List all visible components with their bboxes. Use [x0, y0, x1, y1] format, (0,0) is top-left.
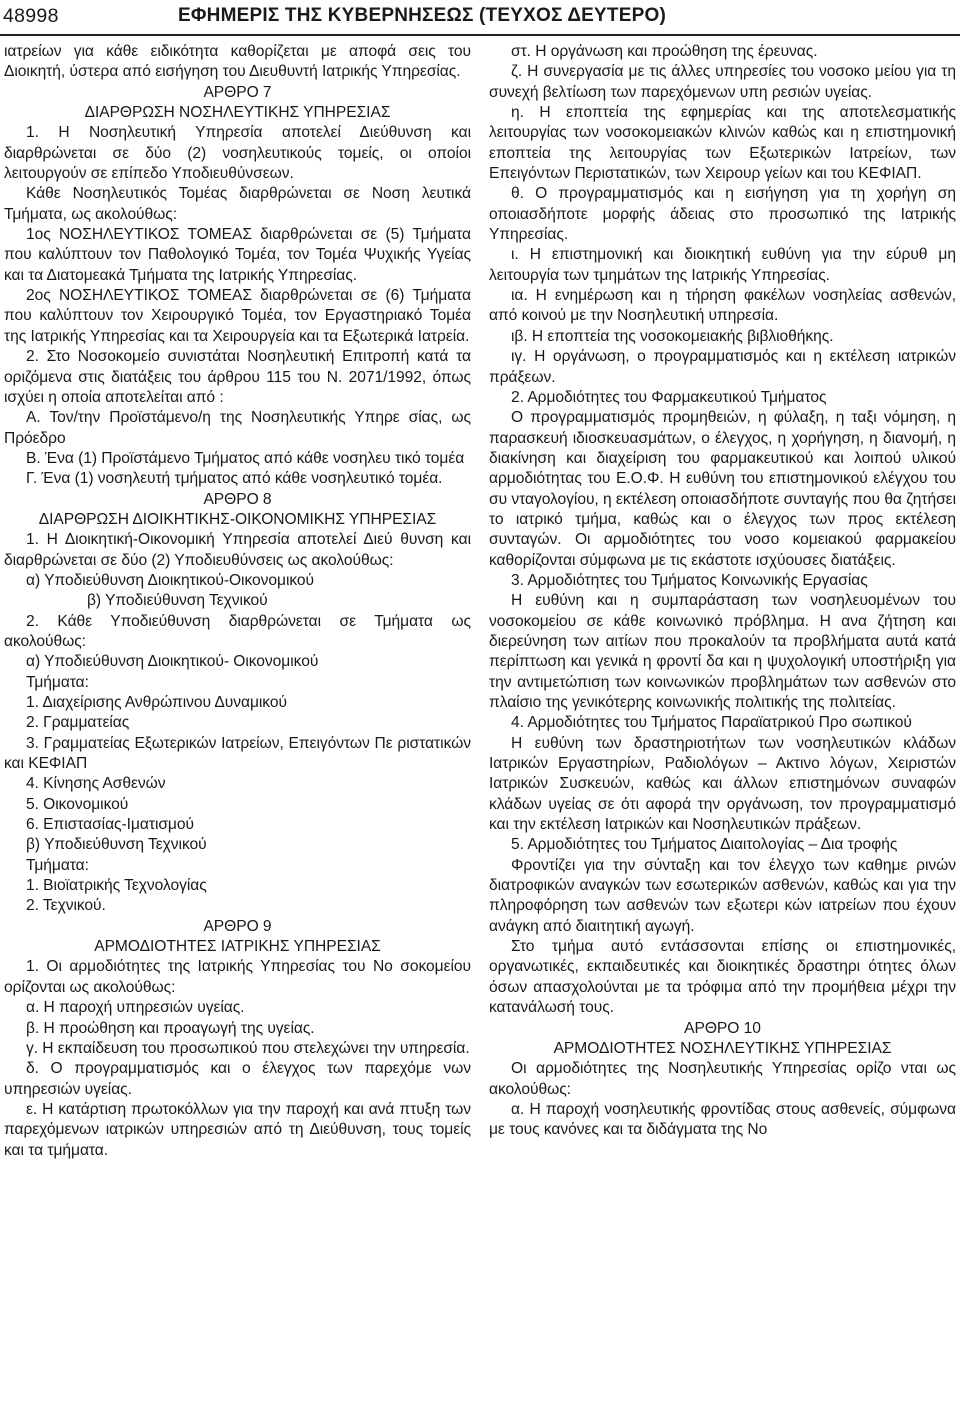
paragraph: 1. Η Νοσηλευτική Υπηρεσία αποτελεί Διεύθυνση και διαρθρώνεται σε δύο (2) νοσηλευτικούς τομείς, οι οποίοι λειτουργούν σε επίπεδο Υποδιευθύνσεων. [4, 124, 471, 183]
paragraph: δ. Ο προγραμματισμός και ο έλεγχος των παρεχόμε νων υπηρεσιών υγείας. [4, 1060, 471, 1098]
paragraph: α) Υποδιεύθυνση Διοικητικού-Οικονομικού [26, 571, 315, 589]
paragraph: ιγ. Η οργάνωση, ο προγραμματισμός και η εκτέλεση ιατρικών πράξεων. [489, 348, 956, 386]
article-heading: ΑΡΜΟΔΙΟΤΗΤΕΣ ΝΟΣΗΛΕΥΤΙΚΗΣ ΥΠΗΡΕΣΙΑΣ [553, 1039, 892, 1057]
paragraph: 1. Η Διοικητική-Οικονομική Υπηρεσία αποτελεί Διεύ θυνση και διαρθρώνεται σε δύο (2) Υποδιευθύνσεις ως ακολούθως: [4, 531, 471, 569]
paragraph: 2. Κάθε Υποδιεύθυνση διαρθρώνεται σε Τμήματα ως ακολούθως: [4, 612, 471, 650]
paragraph: ιβ. Η εποπτεία της νοσοκομειακής βιβλιοθήκης. [511, 327, 834, 345]
page-header [0, 0, 960, 32]
paragraph: α. Η παροχή νοσηλευτικής φροντίδας στους ασθενείς, σύμφωνα με τους κανόνες και τα διδάγματα της Νο [489, 1100, 956, 1139]
paragraph: ζ. Η συνεργασία με τις άλλες υπηρεσίες του νοσοκο μείου για τη συνεχή βελτίωση των παρεχόμενων υπη ρεσιών υγείας. [489, 63, 956, 101]
paragraph: 2. Τεχνικού. [26, 897, 106, 915]
paragraph: Στο τμήμα αυτό εντάσσονται επίσης οι επιστημονικές, οργανωτικές, εκπαιδευτικές και διοικητικές δραστηρι ότητες όλων όσων απασχολούνται με τα τρόφιμα από την προμήθεια μέχρι την κατανάλωσή τους. [489, 938, 956, 1017]
paragraph: η. Η εποπτεία της εφημερίας και της αποτελεσματικής λειτουργίας των νοσοκομειακών κλινών καθώς και η επιστημονική εποπτεία της λειτουργίας των Εξωτερικών Ιατρείων, των Επειγόντων Περιστατικών, των Χειρουρ γείων και του ΚΕΦΙΑΠ. [489, 104, 956, 183]
paragraph: 2. Στο Νοσοκομείο συνιστάται Νοσηλευτική Επιτροπή κατά τα οριζόμενα στις διατάξεις του άρθρου 115 του Ν. 2071/1992, όπως ισχύει η οποία αποτελείται από : [4, 348, 471, 406]
paragraph: Ο προγραμματισμός προμηθειών, η φύλαξη, η ταξι νόμηση, η παρασκευή ιδιοσκευασμάτων, ο έλεγχος, η χορήγηση, η διανομή, η διακίνηση και διαχείριση του φαρμακευτικού και λοιπού υλικού αρμοδιότητας του Ε.Ο.Φ. Η ευθύνη του επιστημονικού ελέγχου του συ νταγολογίου, η εκτέλεση οποιασδήποτε συνταγής που θα ζητήσει το ιατρικό τμήμα, καθώς και ο έλεγχος των προς εκτέλεση συνταγών. Οι αρμοδιότητες του νοσο κομειακού φαρμακείου καθορίζονται σύμφωνα με τις εκάστοτε ισχύουσες διατάξεις. [489, 409, 956, 569]
paragraph: Οι αρμοδιότητες της Νοσηλευτικής Υπηρεσίας ορίζο νται ως ακολούθως: [489, 1060, 956, 1098]
page-number: 48998 [3, 4, 59, 27]
paragraph: 4. Αρμοδιότητες του Τμήματος Παραϊατρικού Προ σωπικού [511, 714, 912, 732]
paragraph: θ. Ο προγραμματισμός και η εισήγηση για τη χορήγη ση οποιασδήποτε μορφής άδειας στο προσωπικό της Ιατρικής Υπηρεσίας. [489, 185, 956, 244]
paragraph: α) Υποδιεύθυνση Διοικητικού- Οικονομικού [26, 653, 319, 671]
paragraph: α. Η παροχή υπηρεσιών υγείας. [26, 999, 245, 1017]
paragraph: β) Υποδιεύθυνση Τεχνικού [26, 836, 207, 854]
article-heading: ΑΡΘΡΟ 7 [203, 83, 272, 101]
left-column [4, 42, 471, 1161]
paragraph: ια. Η ενημέρωση και η τήρηση φακέλων νοσηλείας ασθενών, από κοινού με την Νοσηλευτική υπηρεσία. [489, 287, 956, 325]
paragraph: 3. Γραμματείας Εξωτερικών Ιατρείων, Επειγόντων Πε ριστατικών και ΚΕΦΙΑΠ [4, 734, 471, 773]
paragraph: 2. Γραμματείας [26, 714, 130, 732]
paragraph: Κάθε Νοσηλευτικός Τομέας διαρθρώνεται σε Νοση λευτικά Τμήματα, ως ακολούθως: [4, 185, 471, 223]
header-rule [0, 34, 960, 36]
paragraph: Τμήματα: [26, 673, 89, 691]
paragraph: Φροντίζει για την σύνταξη και τον έλεγχο των καθημε ρινών διατροφικών αναγκών των εσωτερικών ασθενών, καθώς και για την πληροφόρηση των ασθενών των εξωτερι κών ιατρείων που έχουν ανάγκη από διαιτητική αγωγή. [489, 856, 956, 935]
paragraph: 4. Κίνησης Ασθενών [26, 775, 166, 793]
paragraph: 2. Αρμοδιότητες του Φαρμακευτικού Τμήματος [511, 388, 827, 406]
paragraph: 2ος ΝΟΣΗΛΕΥΤΙΚΟΣ ΤΟΜΕΑΣ διαρθρώνεται σε (6) Τμήματα που καλύπτουν τον Χειρουργικό Τομέα, τον Εργαστηριακό Τομέα της Ιατρικής Υπηρεσίας και τα Χειρουργεία και τα Εξωτερικά Ιατρεία. [4, 287, 471, 345]
paragraph: Β. Ένα (1) Προϊστάμενο Τμήματος από κάθε νοσηλευ τικό τομέα [26, 449, 465, 467]
paragraph: ε. Η κατάρτιση πρωτοκόλλων για την παροχή και ανά πτυξη των παρεχόμενων ιατρικών υπηρεσιών από τη Διεύθυνση, τους τομείς και τα τμήματα. [4, 1100, 471, 1159]
paragraph: 1. Οι αρμοδιότητες της Ιατρικής Υπηρεσίας του Νο σοκομείου ορίζονται ως ακολούθως: [4, 958, 471, 996]
paragraph: 1. Διαχείρισης Ανθρώπινου Δυναμικού [26, 694, 287, 711]
article-heading: ΑΡΜΟΔΙΟΤΗΤΕΣ ΙΑΤΡΙΚΗΣ ΥΠΗΡΕΣΙΑΣ [94, 938, 381, 956]
article-heading: ΔΙΑΡΘΡΩΣΗ ΝΟΣΗΛΕΥΤΙΚΗΣ ΥΠΗΡΕΣΙΑΣ [84, 104, 391, 122]
paragraph: 1ος ΝΟΣΗΛΕΥΤΙΚΟΣ ΤΟΜΕΑΣ διαρθρώνεται σε (5) Τμήματα που καλύπτουν τον Παθολογικό Τομέα, τον Τομέα Ψυχικής Υγείας και τα Διατομεακά Τμήματα της Ιατρικής Υπηρεσίας. [4, 226, 471, 284]
paragraph: Α. Τον/την Προϊστάμενο/η της Νοσηλευτικής Υπηρε σίας, ως Πρόεδρο [4, 409, 471, 447]
paragraph: ιατρείων για κάθε ειδικότητα καθορίζεται με αποφά σεις του Διοικητή, ύστερα από εισήγηση του Διευθυντή Ιατρικής Υπηρεσίας. [4, 43, 471, 81]
right-column [489, 42, 956, 1161]
paragraph: 3. Αρμοδιότητες του Τμήματος Κοινωνικής Εργασίας [511, 571, 868, 589]
paragraph: Η ευθύνη και η συμπαράσταση των νοσηλευομένων του νοσοκομείου σε κάθε κοινωνικό πρόβλημα. Η ανα ζήτηση και διερεύνηση των αιτίων που προκαλούν τα προβλήματα αυτά κατά περίπτωση και γενικά η φροντί δα και η ψυχολογική υποστήριξη για την αντιμετώπιση των κοινωνικών προβλημάτων των ασθενών στο πλαίσιο της γενικότερης κοινωνικής πολιτικής της πολιτείας. [489, 592, 956, 711]
paragraph: στ. Η οργάνωση και προώθηση της έρευνας. [511, 43, 818, 60]
article-heading: ΑΡΘΡΟ 10 [684, 1019, 761, 1037]
paragraph: 5. Οικονομικού [26, 795, 129, 813]
paragraph: β. Η προώθηση και προαγωγή της υγείας. [26, 1019, 315, 1037]
text-columns [4, 42, 956, 1161]
article-heading: ΑΡΘΡΟ 8 [203, 490, 272, 508]
gazette-title: ΕΦΗΜΕΡΙΣ ΤΗΣ ΚΥΒΕΡΝΗΣΕΩΣ (ΤΕΥΧΟΣ ΔΕΥΤΕΡΟ) [178, 5, 666, 26]
paragraph: Η ευθύνη των δραστηριοτήτων των νοσηλευτικών κλάδων Ιατρικών Εργαστηρίων, Ραδιολόγων – Ακτινο λόγων, Χειριστών Ιατρικών Συσκευών, καθώς και άλλων επιστημόνων συναφών κλάδων υγείας σε ότι αφορά την οργάνωση, τον προγραμματισμό και την εκτέλεση Ιατρικών και Νοσηλευτικών πράξεων. [489, 734, 956, 834]
paragraph: β) Υποδιεύθυνση Τεχνικού [87, 592, 268, 610]
paragraph: γ. Η εκπαίδευση του προσωπικού που στελεχώνει την υπηρεσία. [26, 1039, 470, 1057]
paragraph: 5. Αρμοδιότητες του Τμήματος Διαιτολογίας – Δια τροφής [511, 836, 898, 854]
paragraph: ι. Η επιστημονική και διοικητική ευθύνη για την εύρυθ μη λειτουργία των τμημάτων της Ιατρικής Υπηρεσίας. [489, 246, 956, 284]
paragraph: 6. Επιστασίας-Ιματισμού [26, 816, 194, 834]
paragraph: 1. Βιοϊατρικής Τεχνολογίας [26, 877, 207, 895]
article-heading: ΔΙΑΡΘΡΩΣΗ ΔΙΟΙΚΗΤΙΚΗΣ-ΟΙΚΟΝΟΜΙΚΗΣ ΥΠΗΡΕΣΙΑΣ [38, 510, 437, 528]
article-heading: ΑΡΘΡΟ 9 [203, 917, 272, 935]
paragraph: Γ. Ένα (1) νοσηλευτή τμήματος από κάθε νοσηλευτικό τομέα. [26, 470, 443, 488]
paragraph: Τμήματα: [26, 856, 89, 874]
